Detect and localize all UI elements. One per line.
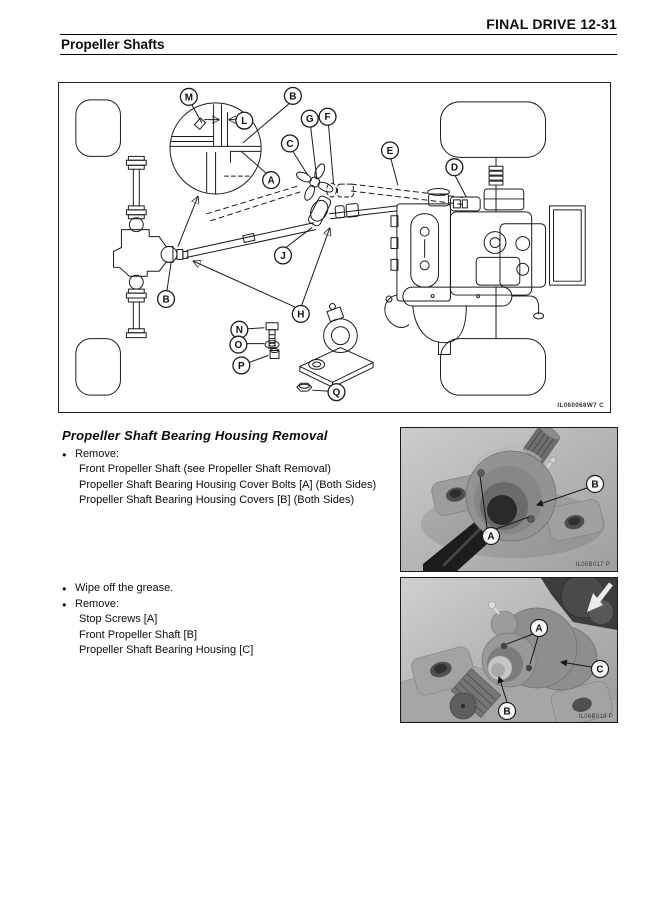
photo1-callout-b xyxy=(587,476,604,493)
callout-h xyxy=(292,305,309,322)
callout-o-label: O xyxy=(234,340,243,352)
engine-assembly xyxy=(385,189,585,355)
photo2-callout-c xyxy=(592,661,609,678)
stop-screw xyxy=(501,643,507,649)
bullet-label: Remove: xyxy=(75,597,120,610)
stop-screw xyxy=(526,665,532,671)
photo1-callout-a xyxy=(483,528,500,545)
callout-f-label: F xyxy=(324,112,331,124)
sub-item: Front Propeller Shaft [B] xyxy=(79,628,197,641)
photo1-image xyxy=(401,428,617,571)
photo-bearing-housing-shaft xyxy=(400,577,618,723)
photo2-callout-a-label: A xyxy=(535,623,543,635)
sub-item: Propeller Shaft Bearing Housing Cover Bolts [A] (Both Sides) xyxy=(79,478,377,491)
callout-d xyxy=(446,159,463,176)
page-header-chapter-title: FINAL DRIVE 12-31 xyxy=(486,16,617,32)
bullet-item xyxy=(62,447,394,463)
section-title: Propeller Shafts xyxy=(61,37,165,52)
sub-item: Stop Screws [A] xyxy=(79,613,158,626)
grease-nipple xyxy=(550,457,556,463)
callout-n-label: N xyxy=(235,325,243,337)
callout-j-label: J xyxy=(280,250,286,262)
bullet-label: Wipe off the grease. xyxy=(75,582,174,594)
callout-l xyxy=(236,112,253,129)
cover-bolt xyxy=(478,470,485,477)
photo1-callout-b-label: B xyxy=(591,479,599,491)
grease-nipple xyxy=(489,602,496,609)
subsection-heading: Propeller Shaft Bearing Housing Removal xyxy=(62,428,328,443)
diagram-callouts xyxy=(158,87,463,400)
photo2-callout-b xyxy=(499,703,516,720)
front-differential-assembly xyxy=(114,156,188,337)
bullet-icon: ● xyxy=(62,599,67,609)
callout-e xyxy=(382,142,399,159)
sub-item: Propeller Shaft Bearing Housing Covers [B] (Both Sides) xyxy=(79,494,355,507)
photo-bearing-housing-covers xyxy=(400,427,618,572)
callout-p xyxy=(233,357,250,374)
drivetrain-line-art xyxy=(59,83,609,411)
callout-b-lower xyxy=(158,291,175,308)
photo2-callout-a xyxy=(531,620,548,637)
callout-o xyxy=(230,336,247,353)
callout-m xyxy=(180,88,197,105)
photo1-callout-a-label: A xyxy=(487,531,495,543)
cover-bolt xyxy=(528,516,535,523)
callout-g xyxy=(301,110,318,127)
callout-a xyxy=(263,172,280,189)
photo1-figure-code: IL06B017 P xyxy=(575,562,610,568)
sub-item: Front Propeller Shaft (see Propeller Shaft Removal) xyxy=(79,463,331,476)
callout-b-top xyxy=(284,87,301,104)
bullet-icon: ● xyxy=(62,584,67,593)
callout-g-label: G xyxy=(305,114,314,126)
callout-q xyxy=(328,384,345,401)
grease-instructions xyxy=(62,581,394,659)
callout-m-label: M xyxy=(184,92,193,104)
photo2-image xyxy=(401,578,617,722)
removal-instructions xyxy=(62,428,394,509)
callout-e-label: E xyxy=(386,145,394,157)
universal-joint xyxy=(288,156,397,228)
callout-b-lower-label: B xyxy=(162,294,170,306)
callout-b-top-label: B xyxy=(289,91,297,103)
callout-l-label: L xyxy=(241,116,248,128)
tires xyxy=(76,100,546,395)
sub-item: Propeller Shaft Bearing Housing [C] xyxy=(79,644,254,657)
callout-c-label: C xyxy=(286,138,294,150)
bullet-icon: ● xyxy=(62,449,67,459)
bullet-item xyxy=(62,581,394,597)
bullet-item xyxy=(62,597,394,613)
diagram-figure-code: IL060068W7 C xyxy=(557,402,605,410)
photo2-callout-c-label: C xyxy=(596,664,604,676)
photo2-figure-code: IL06B018 P xyxy=(578,714,613,720)
callout-f xyxy=(319,108,336,125)
right-axle xyxy=(489,157,503,338)
bullet-label: Remove: xyxy=(75,447,120,460)
header-rule xyxy=(60,34,617,35)
bearing-housing-hardware xyxy=(265,301,373,391)
callout-p-label: P xyxy=(238,360,245,372)
section-title-rule xyxy=(60,54,617,55)
photo2-callout-b-label: B xyxy=(503,706,511,718)
callout-j xyxy=(275,247,292,264)
callout-a-label: A xyxy=(267,175,275,187)
callout-d-label: D xyxy=(450,162,458,174)
callout-h-label: H xyxy=(297,309,305,321)
callout-c xyxy=(281,135,298,152)
propeller-shaft-diagram xyxy=(58,82,611,413)
callout-q-label: Q xyxy=(332,387,341,399)
